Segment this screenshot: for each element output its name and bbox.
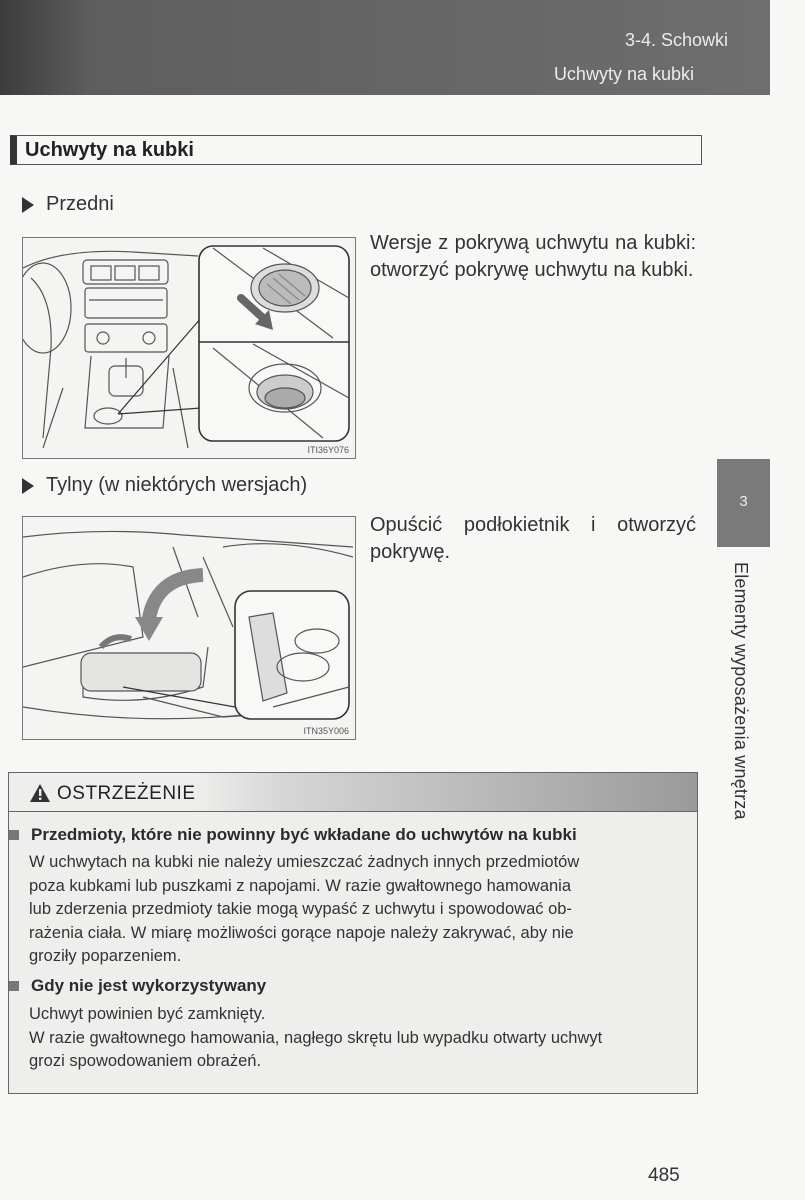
front-instruction: Wersje z pokrywą uchwytu na kubki: otworzyć pokrywę uchwytu na kubki. <box>370 232 696 281</box>
body-line: rażenia ciała. W miarę możliwości gorące napoje należy zakrywać, aby nie <box>29 923 574 942</box>
section-title: Uchwyty na kubki <box>25 139 194 161</box>
warning-item-title: Gdy nie jest wykorzystywany <box>31 976 267 995</box>
section-title-box <box>10 135 702 165</box>
rear-instruction: Opuścić podłokietnik i otworzyć pokrywę. <box>370 514 696 563</box>
front-heading <box>22 193 114 216</box>
front-label: Przedni <box>46 193 114 215</box>
front-console-illustration <box>23 238 355 458</box>
figure-code: ITN35Y006 <box>303 726 349 736</box>
page-number: 485 <box>648 1165 680 1186</box>
warning-item-body <box>29 851 681 969</box>
warning-item-body <box>29 1003 681 1074</box>
front-cupholder-figure <box>22 237 356 459</box>
chapter-tab-number: 3 <box>739 493 748 510</box>
warning-item-heading <box>9 825 577 845</box>
warning-item-heading <box>9 976 266 996</box>
chapter-tab <box>717 459 770 547</box>
warning-header <box>9 773 697 812</box>
rear-seat-illustration <box>23 517 355 739</box>
section-header: Uchwyty na kubki <box>553 64 694 84</box>
body-line: grozi spowodowaniem obrażeń. <box>29 1052 262 1070</box>
body-line: W razie gwałtownego hamowania, nagłego skrętu lub wypadku otwarty uchwyt <box>29 1028 603 1047</box>
rear-heading <box>22 474 307 497</box>
chapter-tab-title: Elementy wyposażenia wnętrza <box>731 562 751 820</box>
body-line: poza kubkami lub puszkami z napojami. W razie gwałtownego hamowania <box>29 876 572 895</box>
page-header <box>0 0 770 95</box>
rear-label: Tylny (w niektórych wersjach) <box>46 474 308 496</box>
body-line: groziły poparzeniem. <box>29 947 182 965</box>
arrow-right-icon <box>22 197 34 213</box>
arrow-right-icon <box>22 478 34 494</box>
warning-triangle-icon <box>29 783 51 803</box>
warning-box <box>8 772 698 1094</box>
figure-code: ITI36Y076 <box>307 445 349 455</box>
square-bullet-icon <box>9 830 19 840</box>
chapter-title: 3-4. Schowki <box>624 30 728 50</box>
warning-item-title: Przedmioty, które nie powinny być wkładane do uchwytów na kubki <box>31 825 577 844</box>
rear-cupholder-figure <box>22 516 356 740</box>
body-line: W uchwytach na kubki nie należy umieszczać żadnych innych przedmiotów <box>29 853 580 871</box>
body-line: lub zderzenia przedmioty takie mogą wypaść z uchwytu i spowodować ob- <box>29 900 572 918</box>
square-bullet-icon <box>9 981 19 991</box>
warning-title: OSTRZEŻENIE <box>57 783 196 804</box>
body-line: Uchwyt powinien być zamknięty. <box>29 1005 266 1023</box>
